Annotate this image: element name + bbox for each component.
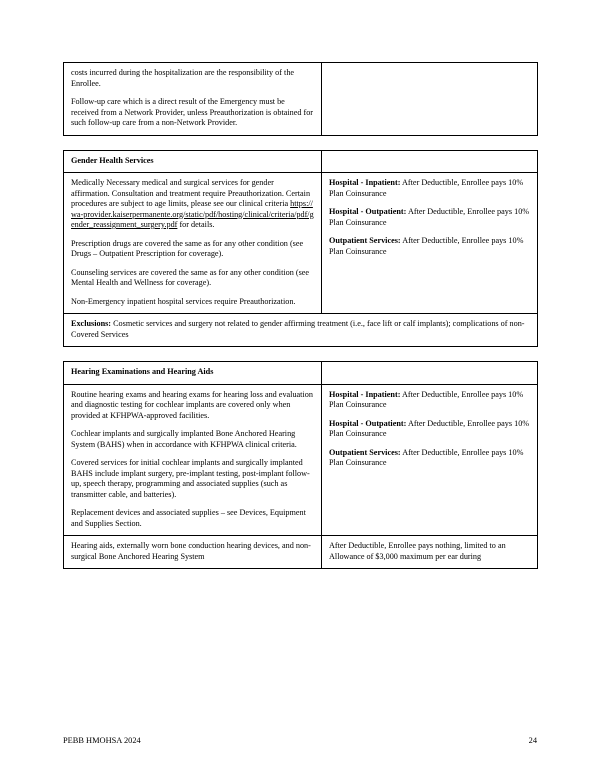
page-content [63, 62, 537, 583]
benefit-label: Outpatient Services: [329, 447, 401, 457]
continuation-table [63, 62, 538, 136]
gender-health-left-cell [64, 173, 322, 314]
paragraph: Follow-up care which is a direct result of the Emergency must be received from a Network Provider, unless Preauthorization is obtained for such follow-up care from a non-Network Provider. [71, 97, 314, 127]
benefit-label: Hospital - Inpatient: [329, 178, 401, 187]
footer-page-number: 24 [528, 736, 537, 745]
benefit-label: Hospital - Outpatient: [329, 207, 407, 216]
table-header-row [64, 362, 538, 385]
benefit-label: Hospital - Outpatient: [329, 418, 407, 428]
benefit-item [329, 448, 530, 469]
hearing-aids-left-cell [64, 536, 322, 569]
hearing-right-cell [322, 384, 538, 536]
benefit-item [329, 390, 530, 411]
benefit-text: After Deductible, Enrollee pays 10% Plan Coinsurance [329, 178, 524, 198]
table-row [64, 63, 538, 136]
benefit-text: After Deductible, Enrollee pays 10% Plan Coinsurance [329, 389, 524, 409]
paragraph: costs incurred during the hospitalization are the responsibility of the Enrollee. [71, 68, 295, 88]
paragraph: After Deductible, Enrollee pays nothing, limited to an Allowance of $3,000 maximum per ear during [329, 541, 506, 561]
paragraph: Routine hearing exams and hearing exams for hearing loss and evaluation and diagnostic testing for cochlear implants are covered only when provided at KFHPWA-approved facilities. [71, 389, 313, 420]
benefit-text: After Deductible, Enrollee pays 10% Plan Coinsurance [329, 207, 530, 227]
exclusions-label: Exclusions: [71, 319, 112, 328]
hearing-header: Hearing Examinations and Hearing Aids [64, 362, 322, 385]
benefit-item [329, 419, 530, 440]
benefit-text: After Deductible, Enrollee pays 10% Plan Coinsurance [329, 447, 524, 467]
gender-health-right-cell [322, 173, 538, 314]
benefit-item [329, 178, 530, 199]
benefit-text: After Deductible, Enrollee pays 10% Plan Coinsurance [329, 418, 530, 438]
hearing-left-cell [64, 384, 322, 536]
paragraph: Replacement devices and associated supplies – see Devices, Equipment and Supplies Section. [71, 508, 306, 528]
table-row [64, 173, 538, 314]
continuation-right-cell [322, 63, 538, 136]
footer-document-title: PEBB HMOHSA 2024 [63, 736, 141, 745]
gender-health-services-table [63, 150, 538, 348]
table-header-row [64, 150, 538, 173]
clinical-criteria-link[interactable]: https://wa-provider.kaiserpermanente.org/static/pdf/hosting/clinical/criteria/pdf/gender_reassignment_surgery.pdf [71, 199, 314, 229]
paragraph: Hearing aids, externally worn bone conduction hearing devices, and non-surgical Bone Anchored Hearing System [71, 541, 311, 561]
table-row [64, 536, 538, 569]
page-footer [63, 736, 537, 745]
benefit-text: After Deductible, Enrollee pays 10% Plan Coinsurance [329, 236, 524, 256]
benefit-label: Outpatient Services: [329, 236, 401, 245]
paragraph: Covered services for initial cochlear implants and surgically implanted BAHS include implant surgery, pre-implant testing, post-implant follow-up, speech therapy, programming and associated supplies (such as transmitter cable, and batteries). [71, 458, 310, 499]
paragraph: Non-Emergency inpatient hospital services require Preauthorization. [71, 296, 296, 306]
benefit-label: Hospital - Inpatient: [329, 389, 401, 399]
hearing-aids-right-cell [322, 536, 538, 569]
gender-health-header: Gender Health Services [64, 150, 322, 173]
paragraph: Prescription drugs are covered the same as for any other condition (see Drugs – Outpatient Prescription for coverage). [71, 238, 304, 258]
hearing-examinations-table [63, 361, 538, 569]
hearing-header-right [322, 362, 538, 385]
benefit-item [329, 236, 530, 257]
paragraph [71, 178, 314, 231]
exclusions-text: Cosmetic services and surgery not related to gender affirming treatment (i.e., face lift or calf implants); complications of non-Covered Services [71, 319, 525, 339]
paragraph: Cochlear implants and surgically implanted Bone Anchored Hearing System (BAHS) when in accordance with KFHPWA clinical criteria. [71, 429, 297, 449]
link-tail: for details. [177, 220, 215, 229]
continuation-left-cell [64, 63, 322, 136]
exclusions-cell [64, 314, 538, 347]
gender-health-header-right [322, 150, 538, 173]
paragraph: Counseling services are covered the same as for any other condition (see Mental Health and Wellness for coverage). [71, 267, 310, 287]
benefit-item [329, 207, 530, 228]
table-row [64, 384, 538, 536]
exclusions-row [64, 314, 538, 347]
paragraph-text: Medically Necessary medical and surgical services for gender affirmation. Consultation and treatment require Preauthorization. Certain procedures are subject to age limits, please see our clinical criteria [71, 178, 311, 208]
